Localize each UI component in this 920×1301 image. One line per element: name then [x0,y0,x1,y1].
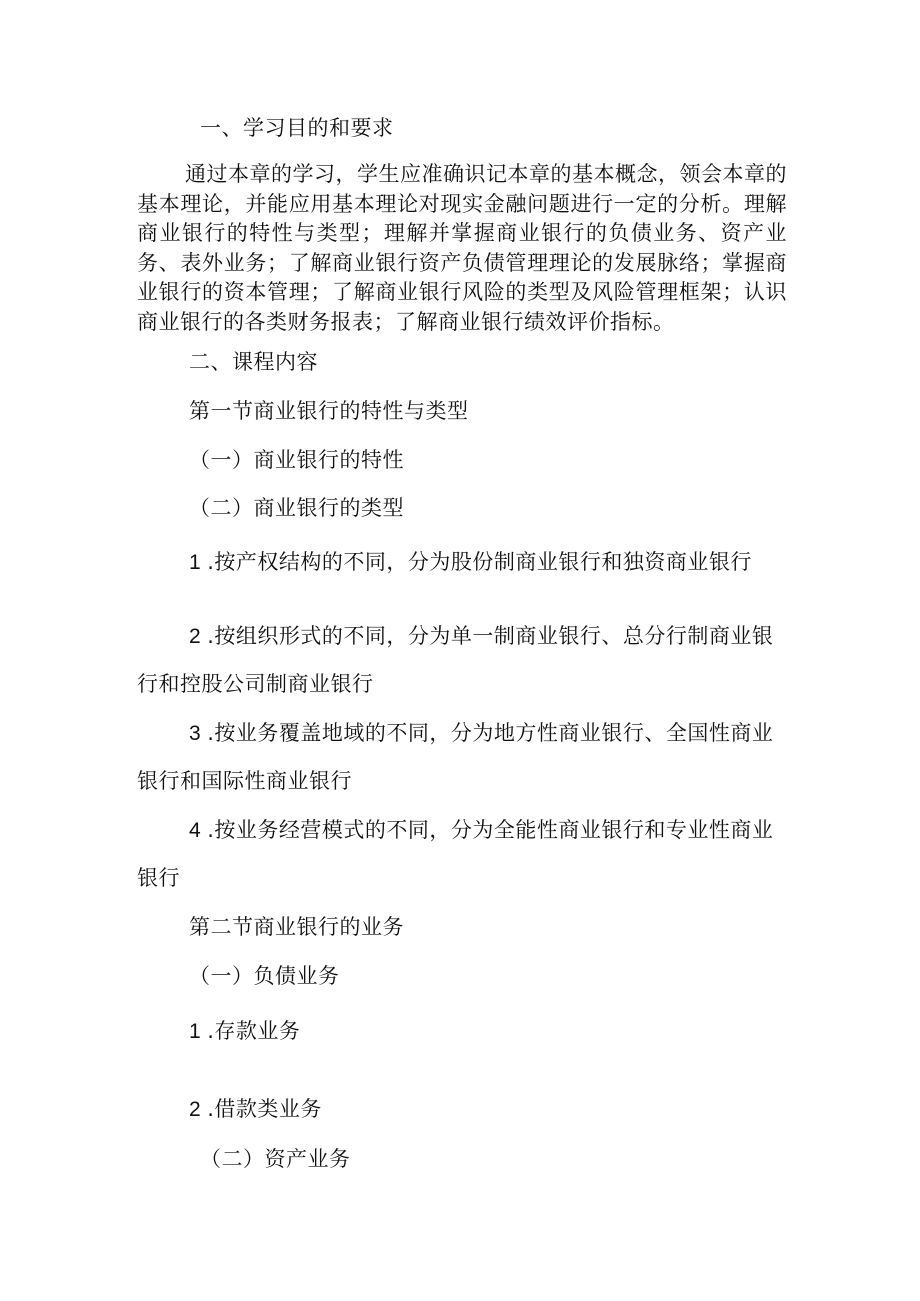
section1-sub2: （二）商业银行的类型 [189,496,404,520]
section1-item-4-continued: 银行 [137,866,180,890]
section2-item-2 [189,1097,322,1122]
section1-item-3 [189,721,773,746]
section1-item-2 [189,624,773,649]
heading-course-content: 二、课程内容 [189,350,318,374]
intro-paragraph: 通过本章的学习，学生应准确识记本章的基本概念，领会本章的基本理论，并能应用基本理论对现实金融问题进行一定的分析。理解商业银行的特性与类型；理解并掌握商业银行的负债业务、资产业务、表外业务；了解商业银行资产负债管理理论的发展脉络；掌握商业银行的资本管理；了解商业银行风险的类型及风险管理框架；认识商业银行的各类财务报表；了解商业银行绩效评价指标。 [137,162,787,334]
section2-sub1: （一）负债业务 [189,964,340,988]
item-text: .按业务经营模式的不同，分为全能性商业银行和专业性商业 [207,818,774,842]
section1-item-4 [189,818,773,843]
section1-item-3-continued: 银行和国际性商业银行 [137,769,352,793]
section2-sub2: （二）资产业务 [200,1147,351,1171]
item-number: 1 [189,1020,202,1043]
section1-item-2-continued: 行和控股公司制商业银行 [137,672,374,696]
item-text: .借款类业务 [207,1097,322,1121]
item-number: 2 [189,625,202,648]
item-text: .按组织形式的不同，分为单一制商业银行、总分行制商业银 [207,624,774,648]
section1-title: 第一节商业银行的特性与类型 [189,399,469,423]
section2-item-1 [189,1019,300,1044]
item-number: 1 [189,551,202,574]
item-number: 4 [189,819,202,842]
item-text: .存款业务 [207,1019,301,1043]
section2-title: 第二节商业银行的业务 [189,915,404,939]
section1-item-1 [189,550,752,575]
item-number: 2 [189,1098,202,1121]
item-number: 3 [189,722,202,745]
item-text: .按产权结构的不同，分为股份制商业银行和独资商业银行 [207,550,752,574]
heading-learning-objectives: 一、学习目的和要求 [200,116,394,140]
item-text: .按业务覆盖地域的不同，分为地方性商业银行、全国性商业 [207,721,774,745]
section1-sub1: （一）商业银行的特性 [189,448,404,472]
